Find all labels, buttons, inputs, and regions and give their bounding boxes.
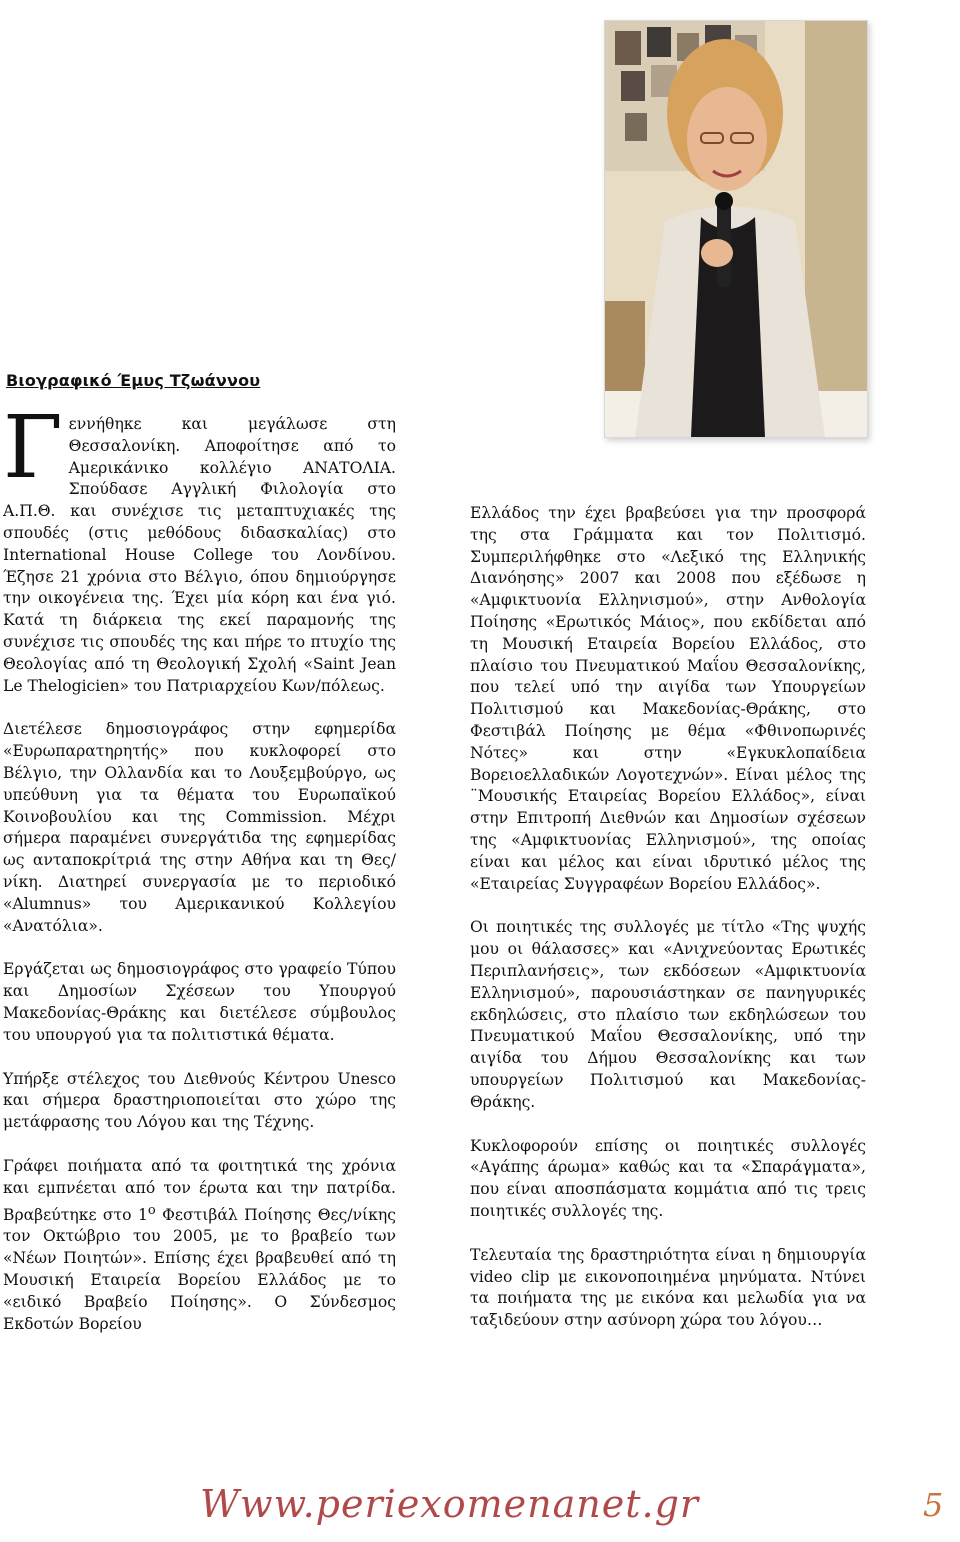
drop-cap: Γ [3, 398, 63, 498]
portrait-photo [604, 20, 868, 438]
bio-paragraph-collections: Οι ποιητικές της συλλογές με τίτλο «Της ψυχής μου οι θάλασσες» και «Ανιχνεύοντας Ερωτικές Περιπλανήσεις», των εκδόσεων «Αμφικτυονία Ελληνισμού», παρουσιάστηκαν σε πανηγυρικές εκδηλώσεις, στο πλαίσιο των εκδηλώσεων του Πνευματικού Μαΐου Θεσσαλονίκης, υπό την αιγίδα του Δήμου Θεσσαλονίκης και των υπουργείων Πολιτισμού και Μακεδονίας-Θράκης. [470, 918, 866, 1111]
paragraph-text: Φεστιβάλ Ποίησης Θες/νίκης τον Οκτώβριο του 2005, με το βραβείο των «Νέων Ποιητών». Επίσης έχει βραβευθεί από τη Μουσική Εταιρεία Βορείου Ελλάδος με το «ειδικό Βραβείο Ποίησης». Ο Σύνδεσμος Εκδοτών Βορείου [3, 1205, 396, 1333]
footer-website-url[interactable]: Www.periexomenanet.gr [200, 1482, 700, 1526]
bio-paragraph-press-office: Εργάζεται ως δημοσιογράφος στο γραφείο Τύπου και Δημοσίων Σχέσεων του Υπουργού Μακεδονίας-Θράκης και διετέλεσε σύμβουλος του υπουργού για τα πολιτιστικά θέματα. [3, 960, 396, 1044]
page-number: 5 [923, 1486, 944, 1524]
bio-paragraph-poetry [3, 1156, 396, 1336]
bio-paragraph-journalism: Διετέλεσε δημοσιογράφος στην εφημερίδα «Ευρωπαρατηρητής» που κυκλοφορεί στο Βέλγιο, την Ολλανδία και το Λουξεμβούργο, ως υπεύθυνη για τα θέματα του Ευρωπαϊκού Κοινοβουλίου και της Commission. Μέχρι σήμερα παραμένει συνεργάτιδα της εφημερίδας ως ανταποκρίτριά της στην Αθήνα και τη Θες/νίκη. Διατηρεί συνεργασία με το περιοδικό «Alumnus» του Αμερικανικού Κολλεγίου «Ανατόλια». [3, 720, 396, 935]
bio-paragraph-video: Τελευταία της δραστηριότητα είναι η δημιουργία video clip με εικονοποιημένα μηνύματα. Ντύνει τα ποιήματα της με εικόνα και μελωδία για να ταξιδεύουν στην ασύνορη χώρα του λόγου… [470, 1245, 866, 1330]
portrait-illustration [605, 21, 867, 437]
bio-paragraph-awards: Ελλάδος την έχει βραβεύσει για την προσφορά της στα Γράμματα και τον Πολιτισμό. Συμπεριλήφθηκε στο «Λεξικό της Ελληνικής Διανόησης» 2007 και 2008 που εξέδωσε η «Αμφικτυονία Ελληνισμού», στην Ανθολογία Ποίησης «Ερωτικός Μάιος», που εκδίδεται από τη Μουσική Εταιρεία Βορείου Ελλάδος, στο πλαίσιο του Πνευματικού Μαΐου Θεσσαλονίκης, που τελεί υπό την αιγίδα των Υπουργείων Πολιτισμού και Μακεδονίας-Θράκης, στο Φεστιβάλ Ποίησης με θέμα «Φθινοπωρινές Νότες» και στην «Εγκυκλοπαίδεια Βορειοελλαδικών Λογοτεχνών». Είναι μέλος της ¨Μουσικής Εταιρείας Βορείου Ελλάδος», είναι στην Επιτροπή Διεθνών και Δημοσίων σχέσεων της «Αμφικτυονίας Ελληνισμού», της οποίας είναι και μέλος και είναι ιδρυτικό μέλος της «Εταιρείας Συγγραφέων Βορείου Ελλάδος». [470, 504, 866, 893]
right-column [470, 503, 866, 1354]
bio-paragraph-unesco: Υπήρξε στέλεχος του Διεθνούς Κέντρου Unesco και σήμερα δραστηριοποιείται στο χώρο της μετάφρασης του Λόγου και της Τέχνης. [3, 1069, 396, 1132]
paragraph-text: Γράφει ποιήματα από τα φοιτητικά της χρόνια και εμπνέεται από τον έρωτα και την πατρίδα. Βραβεύτηκε στο 1 [3, 1156, 396, 1224]
page-title: Βιογραφικό Έμυς Τζωάννου [6, 371, 261, 390]
paragraph-text: εννήθηκε και μεγάλωσε στη Θεσσαλονίκη. Αποφοίτησε από το Αμερικάνικο κολλέγιο ΑΝΑΤΟΛΙΑ. Σπούδασε Αγγλική Φιλολογία στο Α.Π.Θ. και συνέχισε τις μεταπτυχιακές της σπουδές (στις μεθόδους διδασκαλίας) στο International House College του Λονδίνου. Έζησε 21 χρόνια στο Βέλγιο, όπου δημιούργησε την οικογένεια της. Έχει μία κόρη και ένα γιό. Κατά τη διάρκεια της εκεί παραμονής της συνέχισε τις σπουδές της και πήρε το πτυχίο της Θεολογίας από τη Θεολογική Σχολή «Saint Jean Le Thelogicien» του Πατριαρχείου Κων/πόλεως. [3, 415, 396, 695]
ordinal-superscript: ο [147, 1202, 156, 1218]
left-column [3, 398, 396, 1357]
bio-paragraph-other-collections: Κυκλοφορούν επίσης οι ποιητικές συλλογές «Αγάπης άρωμα» καθώς και τα «Σπαράγματα», που είναι αποσπάσματα κομμάτια από τις τρεις ποιητικές συλλογές της. [470, 1136, 866, 1220]
bio-paragraph-birth [3, 398, 396, 697]
